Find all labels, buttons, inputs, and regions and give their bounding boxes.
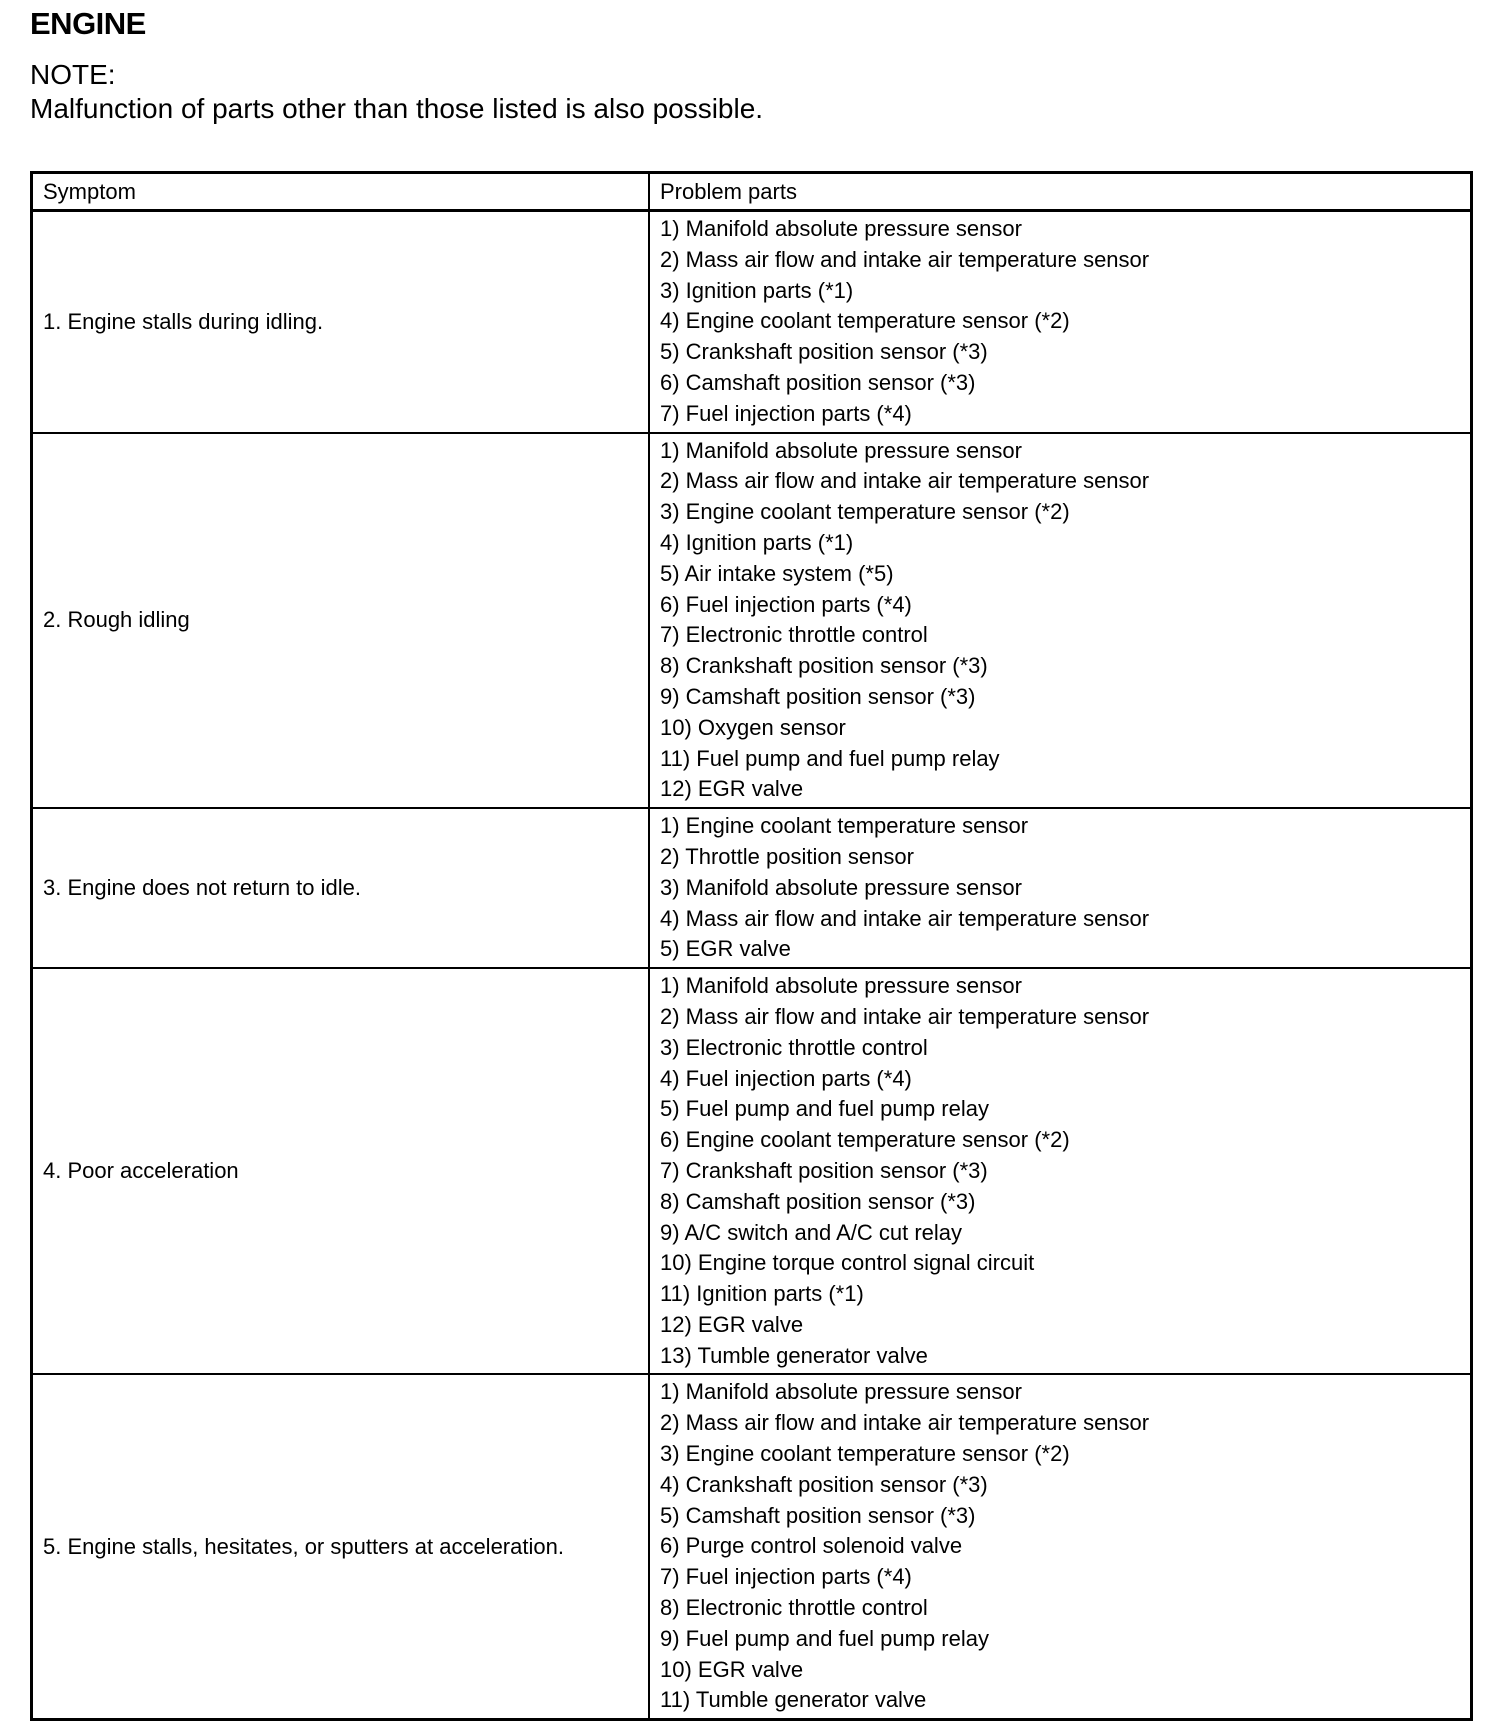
table-row xyxy=(32,808,1472,968)
problem-part-item: 12) EGR valve xyxy=(660,1311,804,1337)
problem-part-item: 5) Crankshaft position sensor (*3) xyxy=(660,339,988,365)
problem-part-item: 8) Crankshaft position sensor (*3) xyxy=(660,653,988,679)
problem-part-item: 9) Fuel pump and fuel pump relay xyxy=(660,1625,989,1651)
problem-part-item: 11) Fuel pump and fuel pump relay xyxy=(660,745,1000,771)
problem-part-item: 5) Camshaft position sensor (*3) xyxy=(660,1502,976,1528)
problem-part-item: 5) EGR valve xyxy=(660,936,791,962)
problem-part-item: 1) Manifold absolute pressure sensor xyxy=(660,216,1022,241)
table-row xyxy=(32,433,1472,809)
page-title: ENGINE xyxy=(30,6,146,41)
symptom-cell: 1. Engine stalls during idling. xyxy=(32,211,650,433)
problem-part-item: 1) Manifold absolute pressure sensor xyxy=(660,1379,1022,1405)
symptom-table xyxy=(30,171,1473,1721)
problem-part-item: 3) Engine coolant temperature sensor (*2) xyxy=(660,1441,1070,1467)
problem-parts-cell xyxy=(649,808,1472,968)
problem-part-item: 2) Mass air flow and intake air temperature sensor xyxy=(660,1003,1150,1029)
problem-part-item: 7) Fuel injection parts (*4) xyxy=(660,400,912,426)
problem-part-item: 4) Crankshaft position sensor (*3) xyxy=(660,1471,988,1497)
problem-parts-cell xyxy=(649,968,1472,1374)
problem-part-item: 5) Air intake system (*5) xyxy=(660,560,894,586)
problem-part-item: 9) A/C switch and A/C cut relay xyxy=(660,1219,963,1245)
problem-part-item: 4) Fuel injection parts (*4) xyxy=(660,1065,912,1091)
problem-part-item: 12) EGR valve xyxy=(660,776,804,802)
problem-part-item: 2) Mass air flow and intake air temperature sensor xyxy=(660,246,1150,272)
problem-part-item: 9) Camshaft position sensor (*3) xyxy=(660,683,976,709)
problem-part-item: 7) Electronic throttle control xyxy=(660,622,928,648)
problem-parts-cell xyxy=(649,1374,1472,1719)
header-symptom: Symptom xyxy=(32,173,650,211)
problem-part-item: 3) Manifold absolute pressure sensor xyxy=(660,874,1022,900)
header-problem-parts: Problem parts xyxy=(649,173,1472,211)
symptom-cell: 2. Rough idling xyxy=(32,433,650,809)
problem-parts-cell xyxy=(649,433,1472,809)
problem-part-item: 10) EGR valve xyxy=(660,1656,804,1682)
note-text: Malfunction of parts other than those listed is also possible. xyxy=(30,93,764,124)
note xyxy=(30,58,763,126)
table-row xyxy=(32,968,1472,1374)
problem-part-item: 3) Electronic throttle control xyxy=(660,1034,928,1060)
table-header-row xyxy=(32,173,1472,211)
problem-part-item: 7) Crankshaft position sensor (*3) xyxy=(660,1157,988,1183)
symptom-cell: 4. Poor acceleration xyxy=(32,968,650,1374)
problem-part-item: 4) Ignition parts (*1) xyxy=(660,529,854,555)
problem-part-item: 6) Fuel injection parts (*4) xyxy=(660,591,912,617)
problem-part-item: 1) Manifold absolute pressure sensor xyxy=(660,973,1022,999)
problem-part-item: 4) Mass air flow and intake air temperature sensor xyxy=(660,905,1150,931)
table-row xyxy=(32,1374,1472,1719)
note-label: NOTE: xyxy=(30,59,116,90)
problem-part-item: 11) Ignition parts (*1) xyxy=(660,1281,864,1307)
problem-part-item: 5) Fuel pump and fuel pump relay xyxy=(660,1096,989,1122)
problem-part-item: 6) Camshaft position sensor (*3) xyxy=(660,369,976,395)
problem-part-item: 10) Engine torque control signal circuit xyxy=(660,1250,1035,1276)
problem-part-item: 3) Ignition parts (*1) xyxy=(660,277,854,303)
problem-part-item: 1) Engine coolant temperature sensor xyxy=(660,813,1029,839)
problem-part-item: 8) Electronic throttle control xyxy=(660,1595,928,1621)
problem-part-item: 2) Mass air flow and intake air temperature sensor xyxy=(660,1410,1150,1436)
problem-part-item: 7) Fuel injection parts (*4) xyxy=(660,1564,912,1590)
table-row xyxy=(32,211,1472,433)
problem-part-item: 3) Engine coolant temperature sensor (*2) xyxy=(660,499,1070,525)
problem-part-item: 8) Camshaft position sensor (*3) xyxy=(660,1188,976,1214)
problem-part-item: 4) Engine coolant temperature sensor (*2) xyxy=(660,308,1070,334)
problem-part-item: 6) Engine coolant temperature sensor (*2) xyxy=(660,1127,1070,1153)
problem-part-item: 2) Throttle position sensor xyxy=(660,843,914,869)
problem-parts-cell xyxy=(649,211,1472,433)
problem-part-item: 10) Oxygen sensor xyxy=(660,714,846,740)
symptom-cell: 5. Engine stalls, hesitates, or sputters at acceleration. xyxy=(32,1374,650,1719)
problem-part-item: 11) Tumble generator valve xyxy=(660,1687,927,1713)
problem-part-item: 6) Purge control solenoid valve xyxy=(660,1533,963,1559)
problem-part-item: 13) Tumble generator valve xyxy=(660,1342,928,1368)
symptom-cell: 3. Engine does not return to idle. xyxy=(32,808,650,968)
problem-part-item: 1) Manifold absolute pressure sensor xyxy=(660,437,1022,463)
problem-part-item: 2) Mass air flow and intake air temperature sensor xyxy=(660,468,1150,494)
